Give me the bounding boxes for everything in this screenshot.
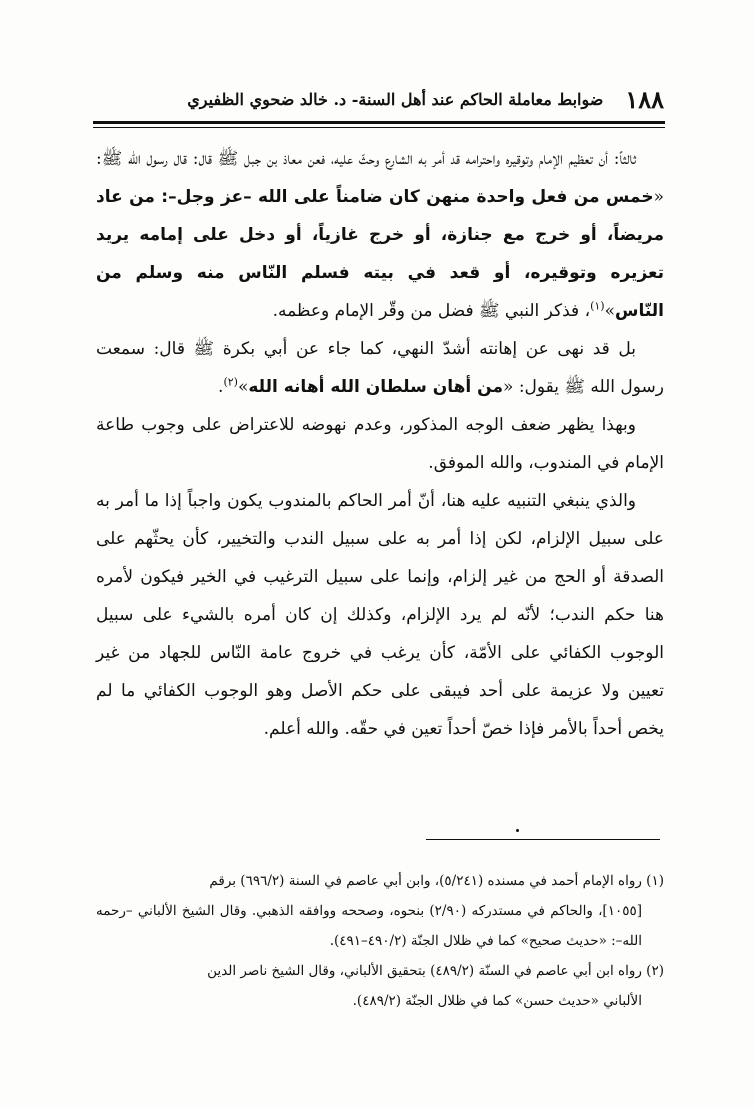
- paragraph-1-end: ، فذكر النبي ﷺ فضل من وقّر الإمام وعظمه.: [272, 301, 591, 321]
- footnote-ref-1[interactable]: (١): [590, 299, 605, 313]
- paragraph-2-end: .: [218, 377, 224, 397]
- paragraph-1: [96, 140, 664, 330]
- header-rule-thin: [93, 127, 665, 128]
- running-title: ضوابط معاملة الحاكم عند أهل السنة- د. خالد ضحوي الظفيري: [187, 90, 604, 109]
- page-header: [96, 84, 664, 116]
- header-rule-thick: [93, 121, 665, 124]
- footnote-2-line-2: الألباني «حديث حسن» كما في ظلال الجنّة (٤٨٩/٢).: [352, 993, 642, 1009]
- hadith-1-text: خمس من فعل واحدة منهن كان ضامناً على الله –عز وجل–: من عاد مريضاً، أو خرج مع جنازة، أو خرج غازياً، أو دخل على إمامه يريد تعزيره وتوقيره، أو قعد في بيته فسلم النّاس منه وسلم من النّاس: [96, 187, 664, 321]
- paragraph-1-intro: ثالثاً: أن تعظيم الإمام وتوقيره واحترامه قد أمر به الشارع وحثّ عليه، فعن معاذ بن جبل ﷺ قال: قال رسول الله ﷺ: «: [96, 149, 664, 207]
- footnote-1-line-2: [١٠٥٥]، والحاكم في مستدركه (٢/٩٠) بنحوه، وصححه ووافقه الذهبي. وقال الشيخ الألباني –رحمه الله–: «حديث صحيح» كما في ظلال الجنّة (٤٩٠/٢–٤٩١).: [96, 903, 642, 949]
- paragraph-2: [96, 330, 664, 406]
- page-number: ١٨٨: [625, 85, 664, 114]
- separator-dot: [516, 829, 519, 832]
- footnote-ref-2[interactable]: (٢): [223, 375, 238, 389]
- hadith-2-text: من أهان سلطان الله أهانه الله: [248, 377, 504, 397]
- footnote-2-line-1: (٢) رواه ابن أبي عاصم في السنّة (٤٨٩/٢) بتحقيق الألباني، وقال الشيخ ناصر الدين: [207, 963, 664, 979]
- footnote-1-line-1: (١) رواه الإمام أحمد في مسنده (٥/٢٤١)، وابن أبي عاصم في السنة (٦٩٦/٢) برقم: [209, 873, 664, 889]
- quote-close: »: [604, 301, 615, 321]
- paragraph-3: وبهذا يظهر ضعف الوجه المذكور، وعدم نهوضه للاعتراض على وجوب طاعة الإمام في المندوب، والله الموفق.: [96, 415, 664, 473]
- body-text: [96, 140, 664, 748]
- footnotes: [96, 866, 664, 1016]
- footnote-separator: [426, 839, 660, 840]
- quote-close: »: [237, 377, 249, 397]
- paragraph-2-intro: بل قد نهى عن إهانته أشدّ النهي، كما جاء عن أبي بكرة ﷺ قال: سمعت رسول الله ﷺ يقول: «: [96, 339, 664, 397]
- paragraph-4: والذي ينبغي التنبيه عليه هنا، أنّ أمر الحاكم بالمندوب يكون واجباً إذا ما أمر به على سبيل الإلزام، لكن إذا أمر به على سبيل الندب والتخيير، كأن يحثّهم على الصدقة أو الحج من غير إلزام، وإنما على سبيل الترغيب في الخير فيكون لأمره هنا حكم الندب؛ لأنّه لم يرد الإلزام، وكذلك إن كان أمره بالشيء على سبيل الوجوب الكفائي على الأمّة، كأن يرغب في خروج عامة النّاس للجهاد من غير تعيين ولا عزيمة على أحد فيبقى على حكم الأصل وهو الوجوب الكفائي ما لم يخص أحداً بالأمر فإذا خصّ أحداً تعين في حقّه. والله أعلم.: [96, 491, 664, 739]
